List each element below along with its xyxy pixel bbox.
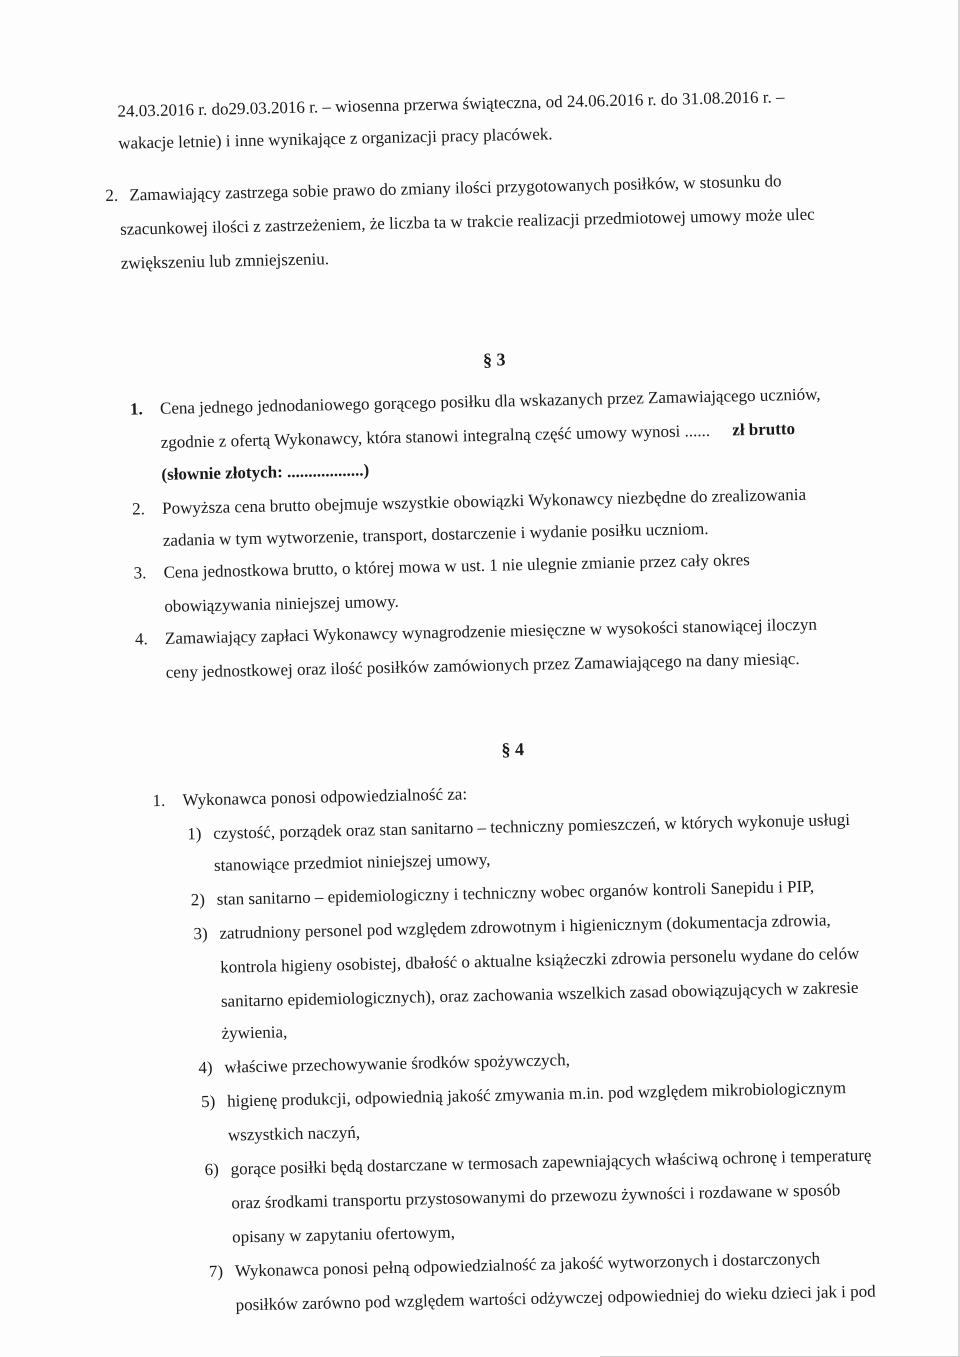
section-4-heading: § 4 [501,739,525,760]
sub-item-line: stan sanitarno – epidemiologiczny i techniczny wobec organów kontroli Sanepidu i PIP, [216,876,815,909]
sub-item-line: właściwe przechowywanie środków spożywczych, [224,1050,571,1077]
s3-item-4-line: ceny jednostkowej oraz ilość posiłków zamówionych przez Zamawiającego na dany miesiąc. [165,649,800,682]
s3-item-2-line: zadania w tym wytworzenie, transport, dostarczenie i wydanie posiłku uczniom. [162,518,709,550]
paragraph-2-line: Zamawiający zastrzega sobie prawo do zmiany ilości przygotowanych posiłków, w stosunku do [129,171,782,205]
section-3-heading: § 3 [482,349,506,370]
sub-item-line: zatrudniony personel pod względem zdrowotnym i higienicznym (dokumentacja zdrowia, [219,910,831,943]
sub-item-line: oraz środkami transportu przystosowanymi do przewozu żywności i rozdawane w sposób [231,1180,841,1213]
sub-item-line: sanitarno epidemiologicznych), oraz zachowania wszelkich zasad obowiązujących w zakresie [220,977,859,1011]
sub-item-number: 1) [187,824,202,844]
sub-item-number: 3) [193,924,208,944]
sub-item-line: wszystkich naczyń, [227,1122,361,1145]
s4-item-1-number: 1. [152,790,166,811]
sub-item-number: 6) [204,1159,219,1180]
s3-item-2-line: Powyższa cena brutto obejmuje wszystkie obowiązki Wykonawcy niezbędne do zrealizowania [161,484,807,518]
s3-item-3-number: 3. [133,563,147,583]
sub-item-line: posiłków zarówno pod względem wartości odżywczej odpowiedniej do wieku dzieci jak i pod [235,1281,876,1315]
s3-item-1-line: Cena jednego jednodaniowego gorącego posiłku dla wskazanych przez Zamawiającego uczniów, [159,384,821,418]
price-in-words: (słownie złotych: ..................) [161,460,370,484]
s4-item-1-text: Wykonawca ponosi odpowiedzialność za: [182,784,468,810]
sub-item-line: czystość, porządek oraz stan sanitarno – techniczny pomieszczeń, w których wykonuje usługi [213,809,851,843]
intro-line-1: 24.03.2016 r. do29.03.2016 r. – wiosenna przerwa świąteczna, od 24.06.2016 r. do 31.08.2016 r. – [117,87,785,121]
intro-line-2: wakacje letnie) i inne wynikające z organizacji pracy placówek. [117,124,553,153]
s3-item-1-number: 1. [129,399,143,419]
paragraph-2-number: 2. [105,185,119,206]
sub-item-number: 2) [190,890,206,910]
sub-item-line: Wykonawca ponosi pełną odpowiedzialność za jakość wytworzonych i dostarczonych [234,1248,821,1281]
paragraph-2-line: szacunkowej ilości z zastrzeżeniem, że liczba ta w trakcie realizacji przedmiotowej umowy może ulec [119,204,815,239]
sub-item-line: żywienia, [221,1022,288,1043]
s3-item-4-line: Zamawiający zapłaci Wykonawcy wynagrodzenie miesięczne w wysokości stanowiącej iloczyn [164,614,818,648]
sub-item-line: stanowiące przedmiot niniejszej umowy, [213,849,491,875]
price-unit-label: zł brutto [732,419,796,440]
sub-item-line: higienę produkcji, odpowiednią jakość zmywania m.in. pod względem mikrobiologicznym [226,1078,847,1111]
sub-item-line: kontrola higieny osobistej, dbałość o aktualne książeczki zdrowia personelu wydane do celów [219,943,860,977]
sub-item-line: opisany w zapytaniu ofertowym, [231,1222,456,1247]
sub-item-number: 7) [208,1261,224,1282]
paragraph-2-line: zwiększeniu lub zmniejszeniu. [120,249,330,273]
s3-item-3-line: Cena jednostkowa brutto, o której mowa w ust. 1 nie ulegnie zmianie przez cały okres [163,550,750,582]
s3-item-3-line: obowiązywania niniejszej umowy. [164,591,399,616]
sub-item-number: 4) [198,1057,213,1078]
s3-item-4-number: 4. [134,629,148,649]
s3-item-1-line-text: zgodnie z ofertą Wykonawcy, która stanowi integralną część umowy wynosi ...... [160,420,711,452]
s3-item-1-line [161,419,796,453]
s3-item-2-number: 2. [131,499,146,519]
sub-item-number: 5) [200,1091,216,1112]
sub-item-line: gorące posiłki będą dostarczane w termosach zapewniających właściwą ochronę i temperaturę [230,1145,872,1179]
